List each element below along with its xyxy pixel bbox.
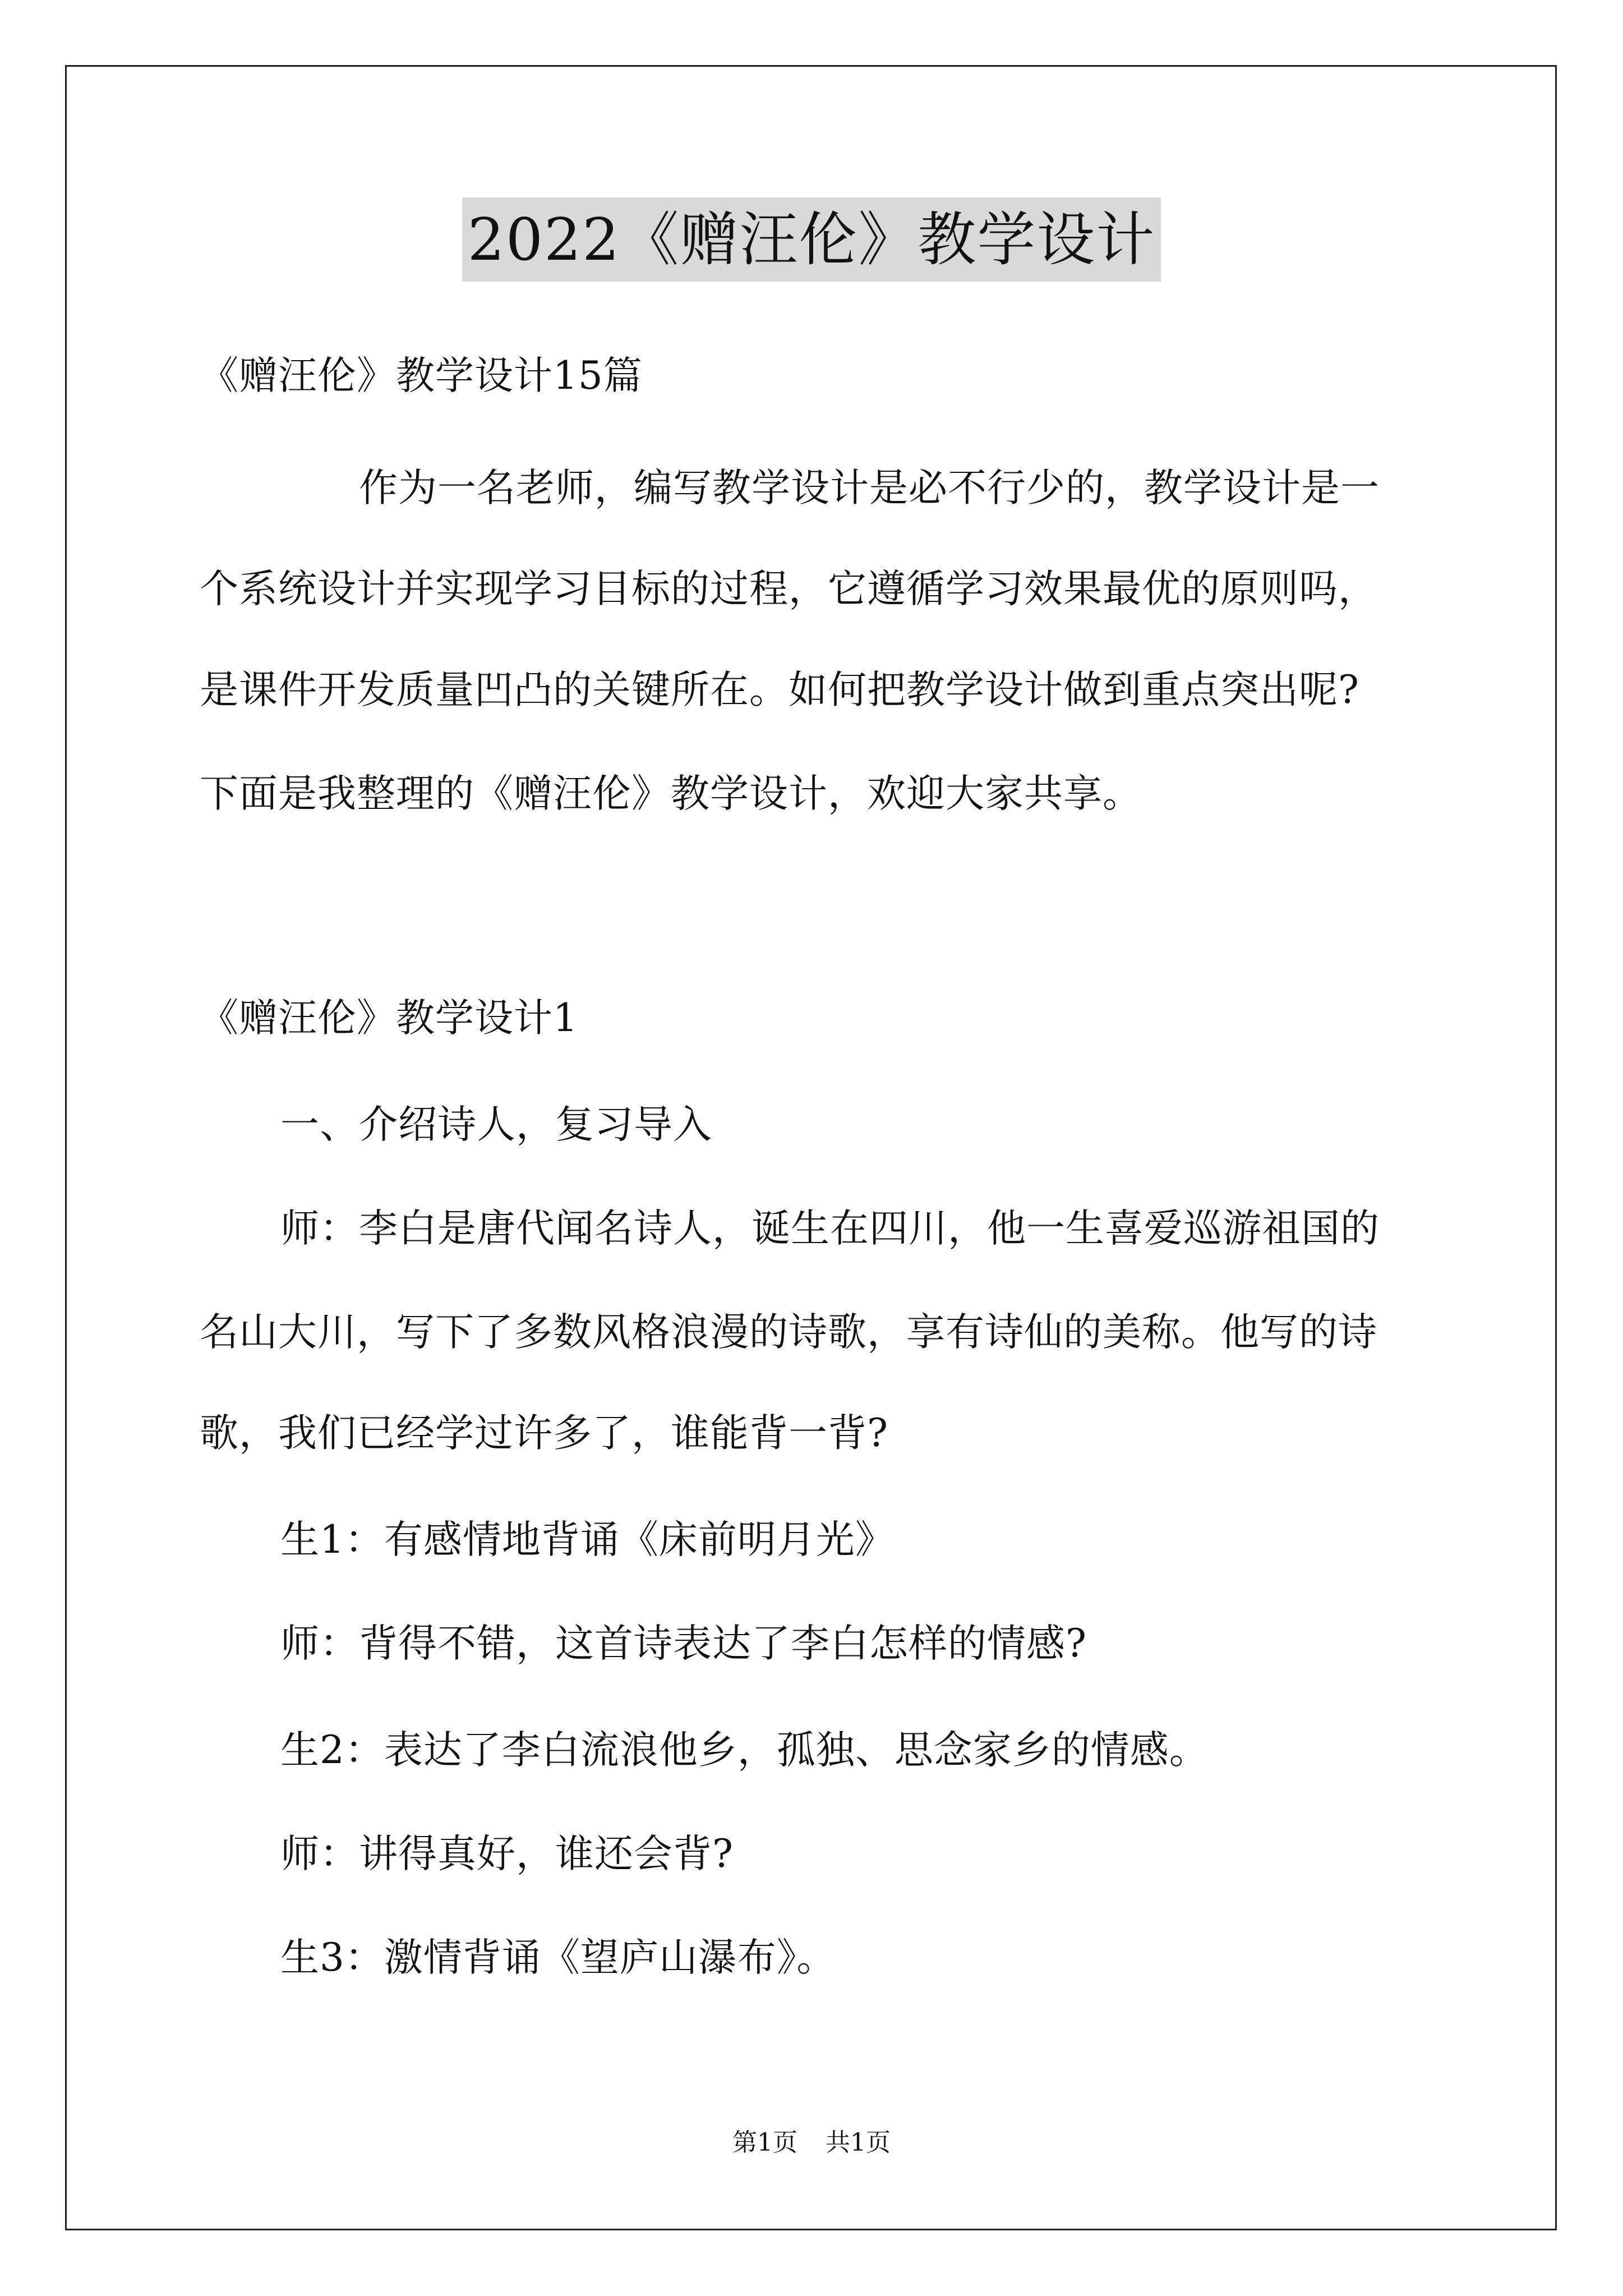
body-line: 师：讲得真好，谁还会背? [280,1832,734,1876]
body-line: 下面是我整理的《赠汪伦》教学设计，欢迎大家共享。 [200,771,1142,816]
body-line: 作为一名老师，编写教学设计是必不行少的，教学设计是一 [359,466,1380,510]
body-line: 一、介绍诗人，复习导入 [280,1102,712,1147]
body-line: 师：背得不错，这首诗表达了李白怎样的情感? [280,1621,1087,1666]
title-container [0,197,1623,282]
body-line: 个系统设计并实现学习目标的过程，它遵循学习效果最优的原则吗， [200,567,1377,611]
section-heading: 《赠汪伦》教学设计1 [200,996,578,1041]
body-line: 生3：激情背诵《望庐山瀑布》。 [280,1935,836,1980]
body-line: 生2：表达了李白流浪他乡，孤独、思念家乡的情感。 [280,1728,1209,1773]
page-title: 2022《赠汪伦》教学设计 [462,197,1161,282]
body-line: 名山大川，写下了多数风格浪漫的诗歌，享有诗仙的美称。他写的诗 [200,1310,1377,1355]
page-number-current: 第1页 [732,2128,797,2157]
body-line: 是课件开发质量凹凸的关键所在。如何把教学设计做到重点突出呢? [200,668,1359,712]
page-footer [0,2126,1623,2160]
body-line: 歌，我们已经学过许多了，谁能背一背? [200,1411,888,1456]
body-line: 生1：有感情地背诵《床前明月光》 [280,1517,895,1562]
page-number-total: 共1页 [826,2128,891,2157]
subtitle-line: 《赠汪伦》教学设计15篇 [200,353,643,398]
body-line: 师：李白是唐代闻名诗人，诞生在四川，他一生喜爱巡游祖国的 [280,1206,1380,1251]
